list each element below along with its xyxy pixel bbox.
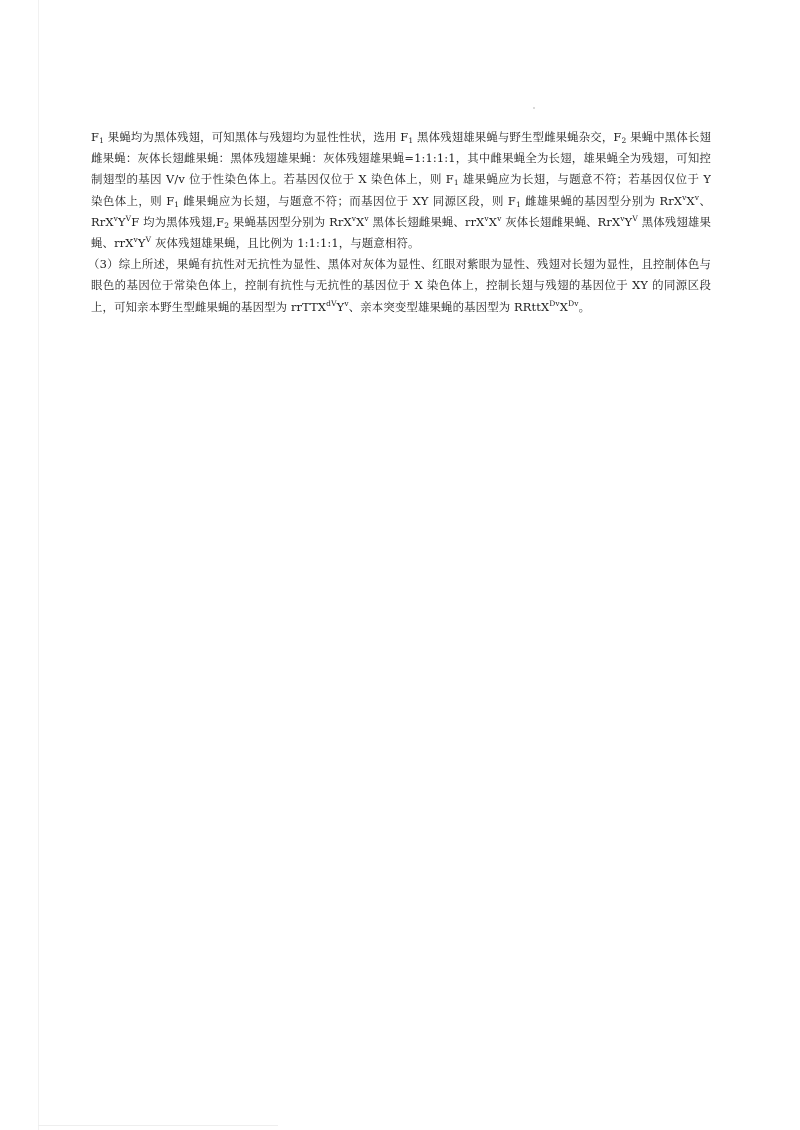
superscript: v [344, 298, 349, 308]
text-span: F [91, 130, 100, 144]
text-span: 果蝇中黑体长翅雌果蝇：灰体长翅雌果蝇：黑体残翅雄果蝇：灰体残翅雄果蝇=1:1:1:1，其中雌果蝇全为长翅，雄果蝇全为残翅，可知控制翅型的基因 V/v 位于性染色体上。若基因仅位于 X 染色体上，则 F [91, 130, 711, 187]
text-span: 雌雄果蝇的基因型分别为 RrX [520, 193, 683, 208]
text-span: （3）综上所述，果蝇有抗性对无抗性为显性、黑体对灰体为显性、红眼对紫眼为显性、残翅对长翅为显性，且控制体色与眼色的基因位于常染色体上，控制有抗性与无抗性的基因位于 X 染色体上，控制长翅与残翅的基因位于 XY 的同源区段上，可知亲本野生型雌果蝇的基因型为 rrTTX [88, 257, 711, 314]
superscript: dV [326, 298, 337, 308]
text-span: 雌果蝇应为长翅，与题意不符；而基因位于 XY 同源区段，则 F [179, 193, 516, 208]
text-span: X [559, 299, 569, 314]
superscript: v [682, 192, 687, 202]
text-span: X [356, 214, 365, 229]
text-span: X [488, 214, 498, 229]
text-span: 、亲本突变型雄果蝇的基因型为 RRttX [348, 299, 550, 314]
superscript: V [145, 235, 152, 245]
subscript: 1 [99, 136, 104, 145]
superscript: v [351, 213, 357, 223]
text-span: 、RrX [91, 193, 711, 229]
superscript: V [632, 213, 638, 223]
superscript: v [133, 235, 138, 245]
subscript: 1 [515, 199, 521, 209]
text-span: 黑体残翅雄果蝇与野生型雌果蝇杂交，F [413, 130, 622, 144]
text-span: Y [137, 236, 146, 251]
scan-speck [533, 107, 535, 109]
text-span: 黑体残翅雄果蝇、rrX [91, 214, 711, 251]
text-span: 果蝇均为黑体残翅，可知黑体与残翅均为显性性状，选用 F [103, 130, 409, 144]
superscript: Dv [568, 298, 579, 308]
text-span: 灰体长翅雌果蝇、RrX [501, 214, 621, 229]
text-span: F 均为黑体残翅,F [131, 214, 225, 229]
paragraph-genetics-analysis [91, 127, 711, 254]
superscript: v [484, 213, 489, 223]
text-span: 果蝇基因型分别为 RrX [229, 214, 352, 229]
superscript: v [113, 213, 118, 223]
text-span: X [686, 193, 695, 208]
text-span: 灰体残翅雄果蝇，且比例为 1:1:1:1，与题意相符。 [151, 236, 420, 251]
text-span: Y [624, 214, 633, 229]
superscript: Dv [549, 298, 560, 308]
superscript: v [620, 213, 625, 223]
text-span: 黑体长翅雌果蝇、rrX [368, 214, 485, 229]
text-span: 雄果蝇应为长翅，与题意不符；若基因仅位于 Y 染色体上，则 F [91, 172, 711, 208]
scan-edge-bottom [38, 1125, 278, 1126]
text-span: 。 [578, 299, 591, 314]
subscript: 1 [453, 178, 459, 188]
scan-edge-left [38, 0, 39, 1130]
text-span: Y [117, 214, 126, 229]
answer-text-block [88, 127, 711, 318]
superscript: v [497, 213, 502, 223]
superscript: V [125, 213, 132, 223]
subscript: 1 [408, 136, 414, 145]
subscript: 2 [224, 220, 230, 230]
superscript: v [694, 192, 700, 202]
text-span: Y [336, 299, 345, 314]
paragraph-conclusion [88, 254, 711, 318]
superscript: v [364, 213, 369, 223]
subscript: 2 [621, 136, 627, 145]
subscript: 1 [174, 199, 180, 209]
